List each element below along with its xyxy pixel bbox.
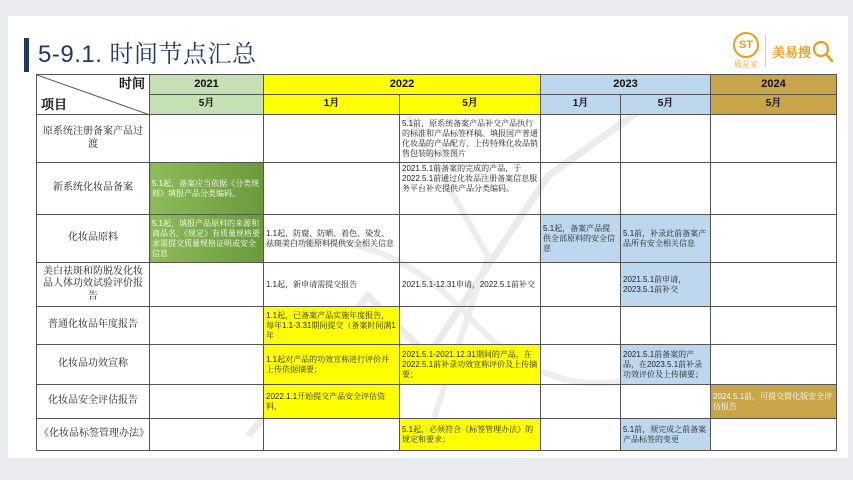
cell-2023-may: 2021.5.1前申请，2023.5.1前补交 [621,263,711,307]
cell-2023-may [621,163,711,215]
month-header: 5月 [711,95,837,115]
cell-2023-may [621,307,711,345]
row-label: 《化妆品标签管理办法》 [37,419,150,451]
cell-2024-may [711,263,837,307]
cell-2023-jan [541,345,621,385]
cell-2024-may: 2024.5.1前，可提交简化版安全评估报告 [711,385,837,419]
logo-divider [765,35,766,67]
year-2021-header: 2021 [150,75,264,95]
cell-2021-may [150,115,264,163]
row-label: 美白祛斑和防脱发化妆品人体功效试验评价报告 [37,263,150,307]
cell-2022-jan: 1.1起对产品的功效宣称进行评价并上传依据摘要； [264,345,400,385]
cell-2022-jan: 1.1起，已备案产品实施年度报告，每年1.1-3.31期间提交（备案时间满1年 [264,307,400,345]
cell-2022-may: 5.1起，必须符合《标签管理办法》的规定和要求； [400,419,541,451]
cell-2022-jan: 1.1起，新申请需提交报告 [264,263,400,307]
item-axis-label: 项目 [41,96,68,112]
cell-2023-may [621,115,711,163]
cell-2021-may [150,307,264,345]
mys-logo [772,39,834,63]
cell-2021-may [150,263,264,307]
cell-2023-jan [541,385,621,419]
cell-2022-may [400,385,541,419]
month-header: 5月 [150,95,264,115]
cell-2022-jan [264,163,400,215]
time-axis-label: 时间 [118,76,145,91]
cell-2022-may: 2021.5.1-12.31申请，2022.5.1前补交 [400,263,541,307]
mys-logo-name: 美易搜 [771,44,811,60]
table-corner-header [37,75,150,115]
table-row [37,385,837,419]
timeline-table [36,74,837,451]
cell-2022-jan: 2022.1.1开始提交产品安全评估资料， [264,385,400,419]
logos [733,28,834,74]
table-row [37,345,837,385]
cell-2023-jan: 5.1起，备案产品提供全部原料的安全信息 [541,215,621,263]
cell-2022-may: 2021.5.1前备案的完成的产品，于2022.5.1前通过化妆品注册备案信息服务平台补充提供产品分类编码。 [400,163,541,215]
cell-2023-jan [541,163,621,215]
cell-2023-jan [541,307,621,345]
cell-2023-may: 2021.5.1前备案的产品，在2023.5.1前补录功效评价及上传摘要； [621,345,711,385]
st-logo [733,32,759,70]
cell-2022-jan: 1.1起，防腐、防晒、着色、染发、祛斑美白功能原料提供安全相关信息 [264,215,400,263]
st-logo-name: 质是家 [733,60,758,69]
row-label: 化妆品原料 [37,215,150,263]
table-row [37,115,837,163]
cell-2021-may [150,345,264,385]
table-row [37,419,837,451]
title-accent-bar [24,38,29,72]
cell-2021-may: 5.1起，备案应当依据《分类规则》填报产品分类编码。 [150,163,264,215]
cell-2023-may [621,385,711,419]
row-label: 化妆品安全评估报告 [37,385,150,419]
row-label: 普通化妆品年度报告 [37,307,150,345]
row-label: 原系统注册备案产品过渡 [37,115,150,163]
cell-2024-may [711,419,837,451]
cell-2024-may [711,163,837,215]
cell-2024-may [711,115,837,163]
cell-2022-may: 5.1前，原系统备案产品补交产品执行的标准和产品标签样稿、填报国产普通化妆品的产品配方、上传特殊化妆品销售包装的标签图片 [400,115,541,163]
cell-2021-may [150,419,264,451]
year-2024-header: 2024 [711,75,837,95]
table-row [37,163,837,215]
magnifier-icon [812,39,834,63]
cell-2024-may [711,307,837,345]
year-2022-header: 2022 [264,75,541,95]
cell-2024-may [711,215,837,263]
cell-2023-jan [541,115,621,163]
cell-2021-may: 5.1起，填报产品原料的来源和商品名，《规定》有质量规格要求需提交质量规格证明或安全信息 [150,215,264,263]
cell-2022-may [400,215,541,263]
cell-2023-may: 5.1前，须完成之前备案产品标签的变更 [621,419,711,451]
st-logo-icon: ST [733,32,759,58]
row-label: 新系统化妆品备案 [37,163,150,215]
year-2023-header: 2023 [541,75,711,95]
month-header: 5月 [400,95,541,115]
slide-title: 5-9.1. 时间节点汇总 [38,41,257,68]
cell-2022-jan [264,419,400,451]
cell-2022-may: 2021.5.1-2021.12.31期间的产品，在2022.5.1前补录功效宣称评价及上传摘要； [400,345,541,385]
month-header: 1月 [541,95,621,115]
row-label: 化妆品功效宣称 [37,345,150,385]
table-row [37,215,837,263]
cell-2022-jan [264,115,400,163]
table-row [37,307,837,345]
cell-2022-may [400,307,541,345]
cell-2023-jan [541,263,621,307]
cell-2024-may [711,345,837,385]
slide [8,16,848,458]
cell-2023-may: 5.1前，补录此前备案产品所有安全相关信息 [621,215,711,263]
month-header: 1月 [264,95,400,115]
table-row [37,263,837,307]
month-header: 5月 [621,95,711,115]
cell-2023-jan [541,419,621,451]
cell-2021-may [150,385,264,419]
